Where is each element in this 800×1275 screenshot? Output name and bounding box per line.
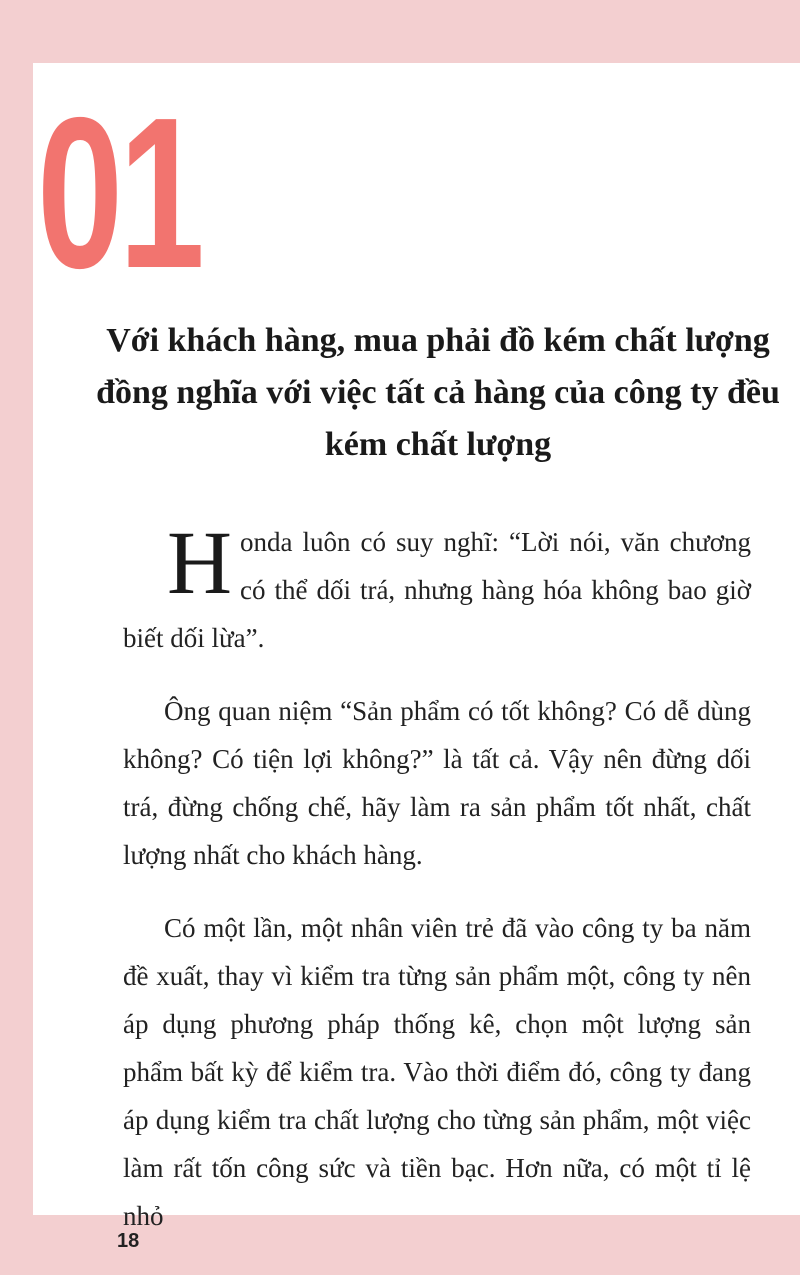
drop-cap: H [167,514,232,613]
book-page [33,63,800,1252]
body-text [123,514,751,1265]
paragraph-1-text: onda luôn có suy nghĩ: “Lời nói, văn chương có thể dối trá, nhưng hàng hóa không bao giờ biết dối lừa”. [123,527,751,653]
paragraph-3: Có một lần, một nhân viên trẻ đã vào công ty ba năm đề xuất, thay vì kiểm tra từng sản phẩm một, công ty nên áp dụng phương pháp thống kê, chọn một lượng sản phẩm bất kỳ để kiểm tra. Vào thời điểm đó, công ty đang áp dụng kiểm tra chất lượng cho từng sản phẩm, một việc làm rất tốn công sức và tiền bạc. Hơn nữa, có một tỉ lệ nhỏ [123,913,751,1231]
paragraph-2: Ông quan niệm “Sản phẩm có tốt không? Có dễ dùng không? Có tiện lợi không?” là tất cả. Vậy nên đừng dối trá, đừng chống chế, hãy làm ra sản phẩm tốt nhất, chất lượng nhất cho khách hàng. [123,696,751,870]
page-number: 18 [117,1230,140,1252]
paragraph-1 [123,514,751,662]
chapter-title: Với khách hàng, mua phải đồ kém chất lượng đồng nghĩa với việc tất cả hàng của công ty đều kém chất lượng [96,322,780,463]
chapter-number: 01 [37,72,201,313]
